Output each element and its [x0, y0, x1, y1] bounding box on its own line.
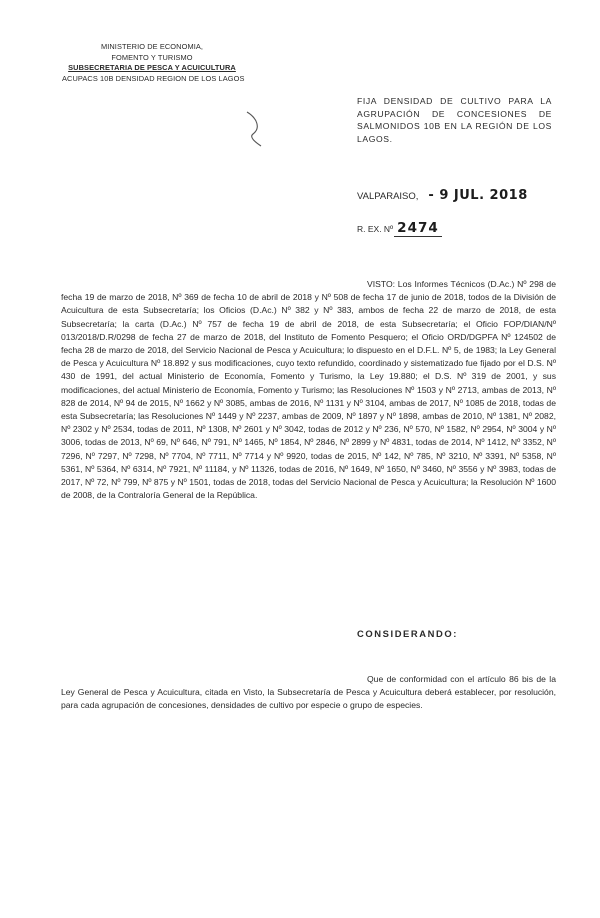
resolution-number: 2474 [394, 220, 442, 237]
handwritten-mark-icon [243, 110, 265, 148]
document-title: FIJA DENSIDAD DE CULTIVO PARA LA AGRUPACIÓN DE CONCESIONES DE SALMONIDOS 10B EN LA REGIÓN DE LOS LAGOS. [357, 96, 552, 145]
ministry-name-2: FOMENTO Y TURISMO [111, 52, 193, 62]
file-reference: ACUPACS 10B DENSIDAD REGION DE LOS LAGOS [62, 73, 245, 83]
resolution-label: R. EX. Nº [357, 224, 394, 234]
ministry-header [62, 42, 245, 84]
ministry-name: MINISTERIO DE ECONOMIA, [100, 42, 204, 51]
date-place: VALPARAISO, [357, 191, 419, 202]
resolution-number-line [357, 220, 442, 237]
considerando-section [61, 673, 556, 713]
visto-section [61, 278, 556, 502]
date-stamp: - 9 JUL. 2018 [428, 188, 528, 203]
date-line [357, 188, 528, 203]
considerando-heading: CONSIDERANDO: [357, 628, 459, 639]
considerando-paragraph-1: Que de conformidad con el artículo 86 bis de la Ley General de Pesca y Acuicultura, citada en Visto, la Subsecretaría de Pesca y Acuicultura deberá establecer, por resolución, para cada agrupación de concesiones, densidades de cultivo por especie o grupo de especies. [61, 674, 556, 711]
visto-paragraph: VISTO: Los Informes Técnicos (D.Ac.) Nº 298 de fecha 19 de marzo de 2018, Nº 369 de fecha 10 de abril de 2018 y Nº 508 de fecha 17 de junio de 2018, todos de la División de Acuicultura de esta Subsecretaría; los Oficios (D.Ac.) Nº 382 y Nº 383, ambos de fecha 22 de marzo de 2018, de esta Subsecretaría; la carta (D.Ac.) Nº 757 de fecha 19 de abril de 2018, de esta Subsecretaría; el Oficio FOP/DIAN/Nº 013/2018/D.R/0298 de fecha 27 de marzo de 2018, del Instituto de Fomento Pesquero; el Oficio ORD/DGPFA Nº 124502 de fecha 28 de marzo de 2018, del Servicio Nacional de Pesca y Acuicultura; lo dispuesto en el D.F.L. Nº 5, de 1983; la Ley General de Pesca y Acuicultura Nº 18.892 y sus modificaciones, cuyo texto refundido, coordinado y sistematizado fue fijado por el D.S. Nº 430 de 1991, del actual Ministerio de Economía, Fomento y Turismo, la Ley 19.880; el D.S. Nº 319 de 2001, y sus modificaciones, del actual Ministerio de Economía, Fomento y Turismo; las Resoluciones Nº 1503 y Nº 2713, ambas de 2013, Nº 828 de 2014, Nº 94 de 2015, Nº 1662 y Nº 3085, ambas de 2016, Nº 1131 y Nº 3104, ambas de 2017, Nº 1085 de 2018, todas de esta Subsecretaría; las Resoluciones Nº 1449 y Nº 2237, ambas de 2009, Nº 1897 y Nº 1898, ambas de 2010, Nº 1381, Nº 2082, Nº 2302 y Nº 2534, todas de 2011, Nº 1308, Nº 2601 y Nº 3042, todas de 2012 y Nº 236, Nº 570, Nº 1582, Nº 2954, Nº 3004 y Nº 3006, todas de 2013, Nº 69, Nº 646, Nº 791, Nº 1465, Nº 1854, Nº 2846, Nº 2899 y Nº 4831, todas de 2014, Nº 1412, Nº 3352, Nº 7296, Nº 7297, Nº 7298, Nº 7704, Nº 7711, Nº 7714 y Nº 9920, todas de 2015, Nº 142, Nº 785, Nº 3210, Nº 3391, Nº 5358, Nº 5361, Nº 5364, Nº 6314, Nº 7921, Nº 11184, y Nº 11326, todas de 2016, Nº 1649, Nº 1650, Nº 3460, Nº 3556 y Nº 3983, todas de 2017, Nº 72, Nº 799, Nº 875 y Nº 1501, todas de 2018, todas del Servicio Nacional de Pesca y Acuicultura; la Resolución Nº 1600 de 2008, de la Contraloría General de la República. [61, 279, 556, 501]
undersecretariat-name: SUBSECRETARIA DE PESCA Y ACUICULTURA [68, 63, 236, 72]
